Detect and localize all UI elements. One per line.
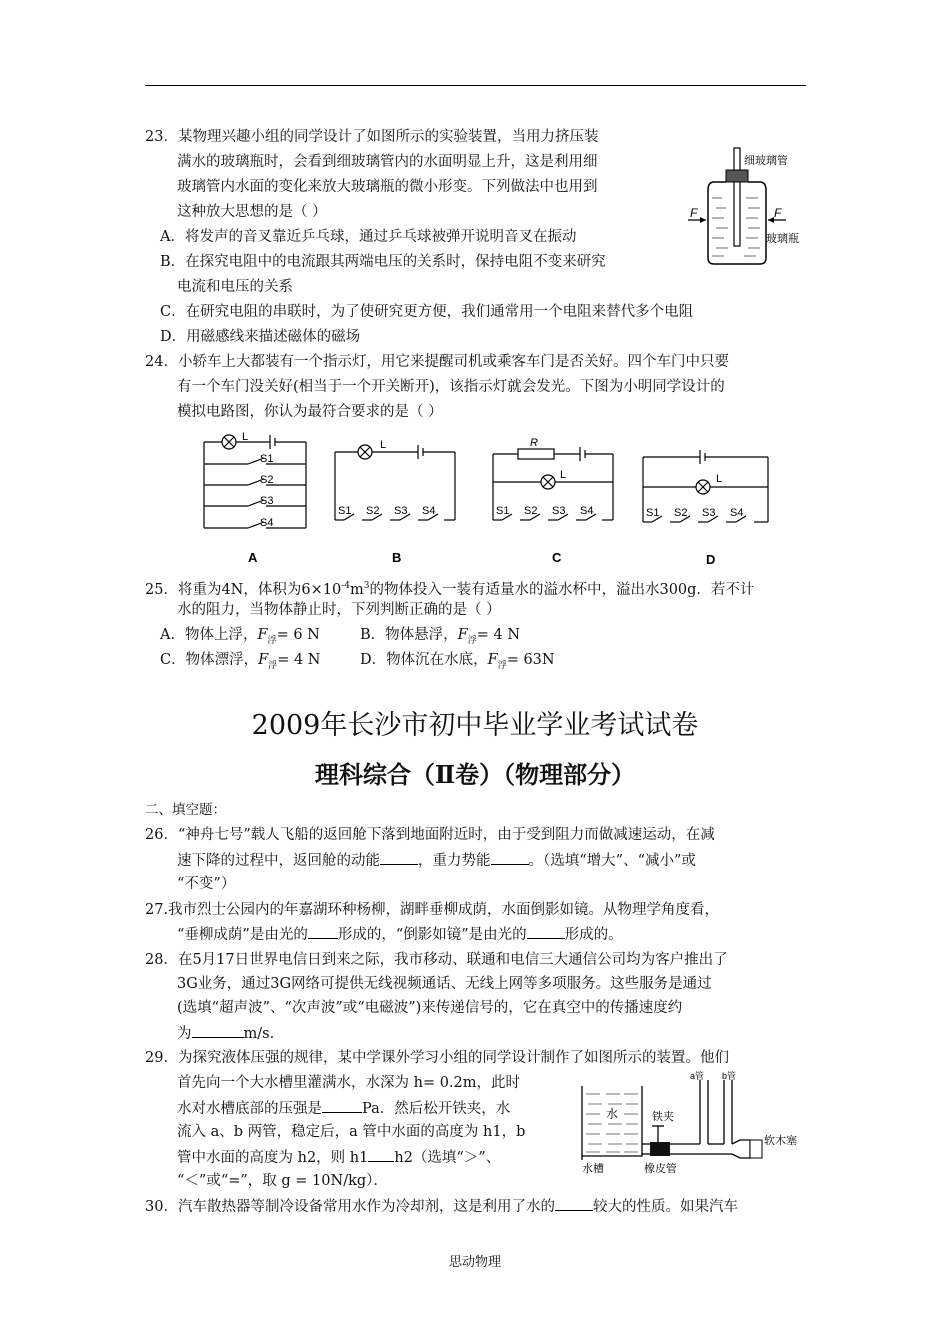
circuit-label: C <box>552 550 562 565</box>
page-footer: 思动物理 <box>448 1255 501 1270</box>
circuit-c <box>488 432 623 567</box>
lamp-label: L <box>380 439 387 451</box>
lamp-label: L <box>242 432 249 443</box>
switch-label: S2 <box>260 474 274 486</box>
answer-blank[interactable] <box>491 850 529 865</box>
q23-line: 23．某物理兴趣小组的同学设计了如图所示的实验装置，当用力挤压装 <box>145 129 599 145</box>
q23-line: 玻璃管内水面的变化来放大玻璃瓶的微小形变。下列做法中也用到 <box>177 179 598 195</box>
exam-title: 2009年长沙市初中毕业学业考试试卷 <box>251 710 699 741</box>
switch-label: S2 <box>674 507 688 519</box>
clamp-label: 铁夹 <box>652 1111 674 1123</box>
bottle-label: 玻璃瓶 <box>766 233 799 245</box>
q25-option-b: B．物体悬浮，$F_浮= 4$ N <box>360 627 521 646</box>
q28-line: (选填“超声波”、“次声波”或“电磁波”)来传递信号的，它在真空中的传播速度约 <box>177 1000 683 1016</box>
q25-option-a: A．物体上浮，$F_浮= 6$ N <box>160 627 320 646</box>
circuit-d <box>638 432 778 567</box>
water-label: 水 <box>606 1107 619 1121</box>
exam-subtitle: 理科综合（Ⅱ卷）（物理部分） <box>314 760 636 789</box>
q28-line: 3G业务，通过3G网络可提供无线视频通话、无线上网等多项服务。这些服务是通过 <box>177 976 712 992</box>
q23-line: 满水的玻璃瓶时，会看到细玻璃管内的水面明显上升，这是利用细 <box>177 154 598 170</box>
switch-label: S3 <box>552 505 566 517</box>
circuit-label: A <box>248 550 258 565</box>
q29-line: “＜”或“=”，取 g = 10N/kg）． <box>177 1173 388 1189</box>
stopper-label: 软木塞 <box>764 1135 797 1147</box>
q29-line: 流入 a、b 两管，稳定后，a 管中水面的高度为 h1，b <box>177 1124 526 1140</box>
q27-line: 27.我市烈士公园内的年嘉湖环种杨柳，湖畔垂柳成荫，水面倒影如镜。从物理学角度看， <box>145 902 720 918</box>
lamp-label: L <box>560 469 567 481</box>
switch-label: S1 <box>646 507 660 519</box>
q29-line: 29．为探究液体压强的规律，某中学课外学习小组的同学设计制作了如图所示的装置。他们 <box>145 1050 729 1066</box>
switch-label: S2 <box>366 505 380 517</box>
switch-label: S4 <box>422 505 436 517</box>
q25-line: 25．将重为4N，体积为$6\times 10^{-4}m^3$的物体投入一装有适量水的溢水杯中，溢出水300g．若不计 <box>145 581 755 598</box>
q28-line: 为 m/s. <box>177 1023 274 1044</box>
q23-option-b: B．在探究电阻中的电流跟其两端电压的关系时，保持电阻不变来研究 <box>160 254 606 270</box>
q29-line: 首先向一个大水槽里灌满水，水深为 h= 0.2m，此时 <box>177 1075 521 1091</box>
pressure-apparatus-figure <box>572 1070 812 1178</box>
q23-option-c: C．在研究电阻的串联时，为了使研究更方便，我们通常用一个电阻来替代多个电阻 <box>160 304 694 320</box>
q25-option-c: C．物体漂浮，$F_浮= 4$ N <box>160 652 321 671</box>
switch-label: S4 <box>730 507 744 519</box>
q23-line: 这种放大思想的是（ ） <box>177 204 327 220</box>
switch-label: S4 <box>580 505 594 517</box>
switch-label: S4 <box>260 517 274 529</box>
q29-line: 水对水槽底部的压强是 Pa．然后松开铁夹，水 <box>177 1098 510 1119</box>
answer-blank[interactable] <box>555 1196 593 1211</box>
resistor-label: R <box>530 437 538 449</box>
q29-line: 管中水面的高度为 h2，则 h1 h2（选填“＞”、 <box>177 1147 500 1168</box>
switch-label: S3 <box>260 495 274 507</box>
answer-blank[interactable] <box>192 1023 244 1038</box>
q26-line: 26．“神舟七号”载人飞船的返回舱下落到地面附近时，由于受到阻力而做减速运动，在减 <box>145 827 715 843</box>
switch-label: S3 <box>394 505 408 517</box>
q23-option-d: D．用磁感线来描述磁体的磁场 <box>160 329 361 345</box>
force-label: F <box>690 206 698 220</box>
section-heading: 二、填空题： <box>145 802 226 818</box>
q23-option-a: A．将发声的音叉靠近乒乓球，通过乒乓球被弹开说明音叉在振动 <box>160 229 577 245</box>
circuit-label: D <box>706 552 716 567</box>
tube-a-label: a管 <box>690 1071 705 1081</box>
bottle-figure <box>686 140 801 270</box>
tank-label: 水槽 <box>582 1163 604 1175</box>
answer-blank[interactable] <box>368 1147 394 1162</box>
q26-line: “不变”） <box>177 876 236 892</box>
tube-b-label: b管 <box>722 1071 737 1081</box>
switch-label: S1 <box>338 505 352 517</box>
circuit-a <box>196 432 316 567</box>
circuit-b <box>330 432 465 567</box>
switch-label: S1 <box>496 505 510 517</box>
q24-line: 24．小轿车上大都装有一个指示灯，用它来提醒司机或乘客车门是否关好。四个车门中只要 <box>145 354 729 370</box>
q24-line: 有一个车门没关好(相当于一个开关断开)，该指示灯就会发光。下图为小明同学设计的 <box>177 379 725 395</box>
q28-line: 28．在5月17日世界电信日到来之际，我市移动、联通和电信三大通信公司均为客户推出了 <box>145 952 728 968</box>
switch-label: S1 <box>260 453 274 465</box>
circuit-label: B <box>392 550 402 565</box>
hose-label: 橡皮管 <box>644 1163 677 1175</box>
q23-option-b-cont: 电流和电压的关系 <box>177 279 293 295</box>
switch-label: S2 <box>524 505 538 517</box>
force-label: F <box>774 206 782 220</box>
answer-blank[interactable] <box>308 924 338 939</box>
answer-blank[interactable] <box>380 850 418 865</box>
question-30: 30．汽车散热器等制冷设备常用水作为冷却剂，这是利用了水的 较大的性质。如果汽车 <box>145 1196 738 1217</box>
q26-line: 速下降的过程中，返回舱的动能 ，重力势能 。（选填“增大”、“减小”或 <box>177 850 696 871</box>
lamp-label: L <box>716 473 723 485</box>
tube-label: 细玻璃管 <box>744 155 788 167</box>
answer-blank[interactable] <box>322 1098 362 1113</box>
switch-label: S3 <box>702 507 716 519</box>
answer-blank[interactable] <box>527 924 565 939</box>
q27-line: “垂柳成荫”是由光的 形成的，“倒影如镜”是由光的 形成的。 <box>177 924 623 945</box>
q24-line: 模拟电路图，你认为最符合要求的是（ ） <box>177 404 443 420</box>
q25-line: 水的阻力，当物体静止时，下列判断正确的是（ ） <box>177 602 501 618</box>
q25-option-d: D．物体沉在水底，$F_浮= 63N$ <box>360 652 555 671</box>
header-rule <box>145 85 806 86</box>
